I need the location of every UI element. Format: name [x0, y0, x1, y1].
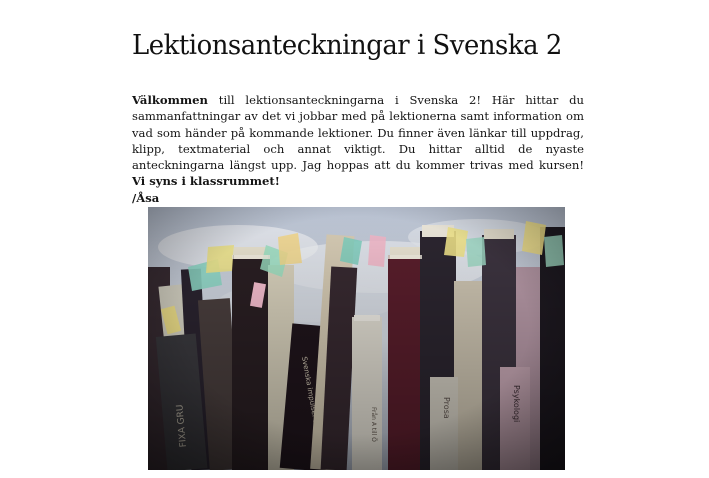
- books-photo: [148, 207, 565, 470]
- intro-greeting: Välkommen: [132, 93, 208, 107]
- intro-signature: /Åsa: [132, 190, 160, 205]
- books-illustration: [148, 207, 565, 470]
- intro-closing: Vi syns i klassrummet!: [132, 174, 280, 189]
- page-title: Lektionsanteckningar i Svenska 2: [132, 30, 562, 61]
- intro-body: till lektionsanteckningarna i Svenska 2! Här hittar du sammanfattningar av det vi jobbar med på lektionerna samt information om vad som händer på kommande lektioner. Du finner även länkar till uppdrag, klipp, textmaterial och annat viktigt. Du hittar alltid de nyaste anteckningarna längst upp. Jag hoppas att du kommer trivas med kursen!: [132, 93, 584, 173]
- intro-paragraph: [132, 92, 584, 206]
